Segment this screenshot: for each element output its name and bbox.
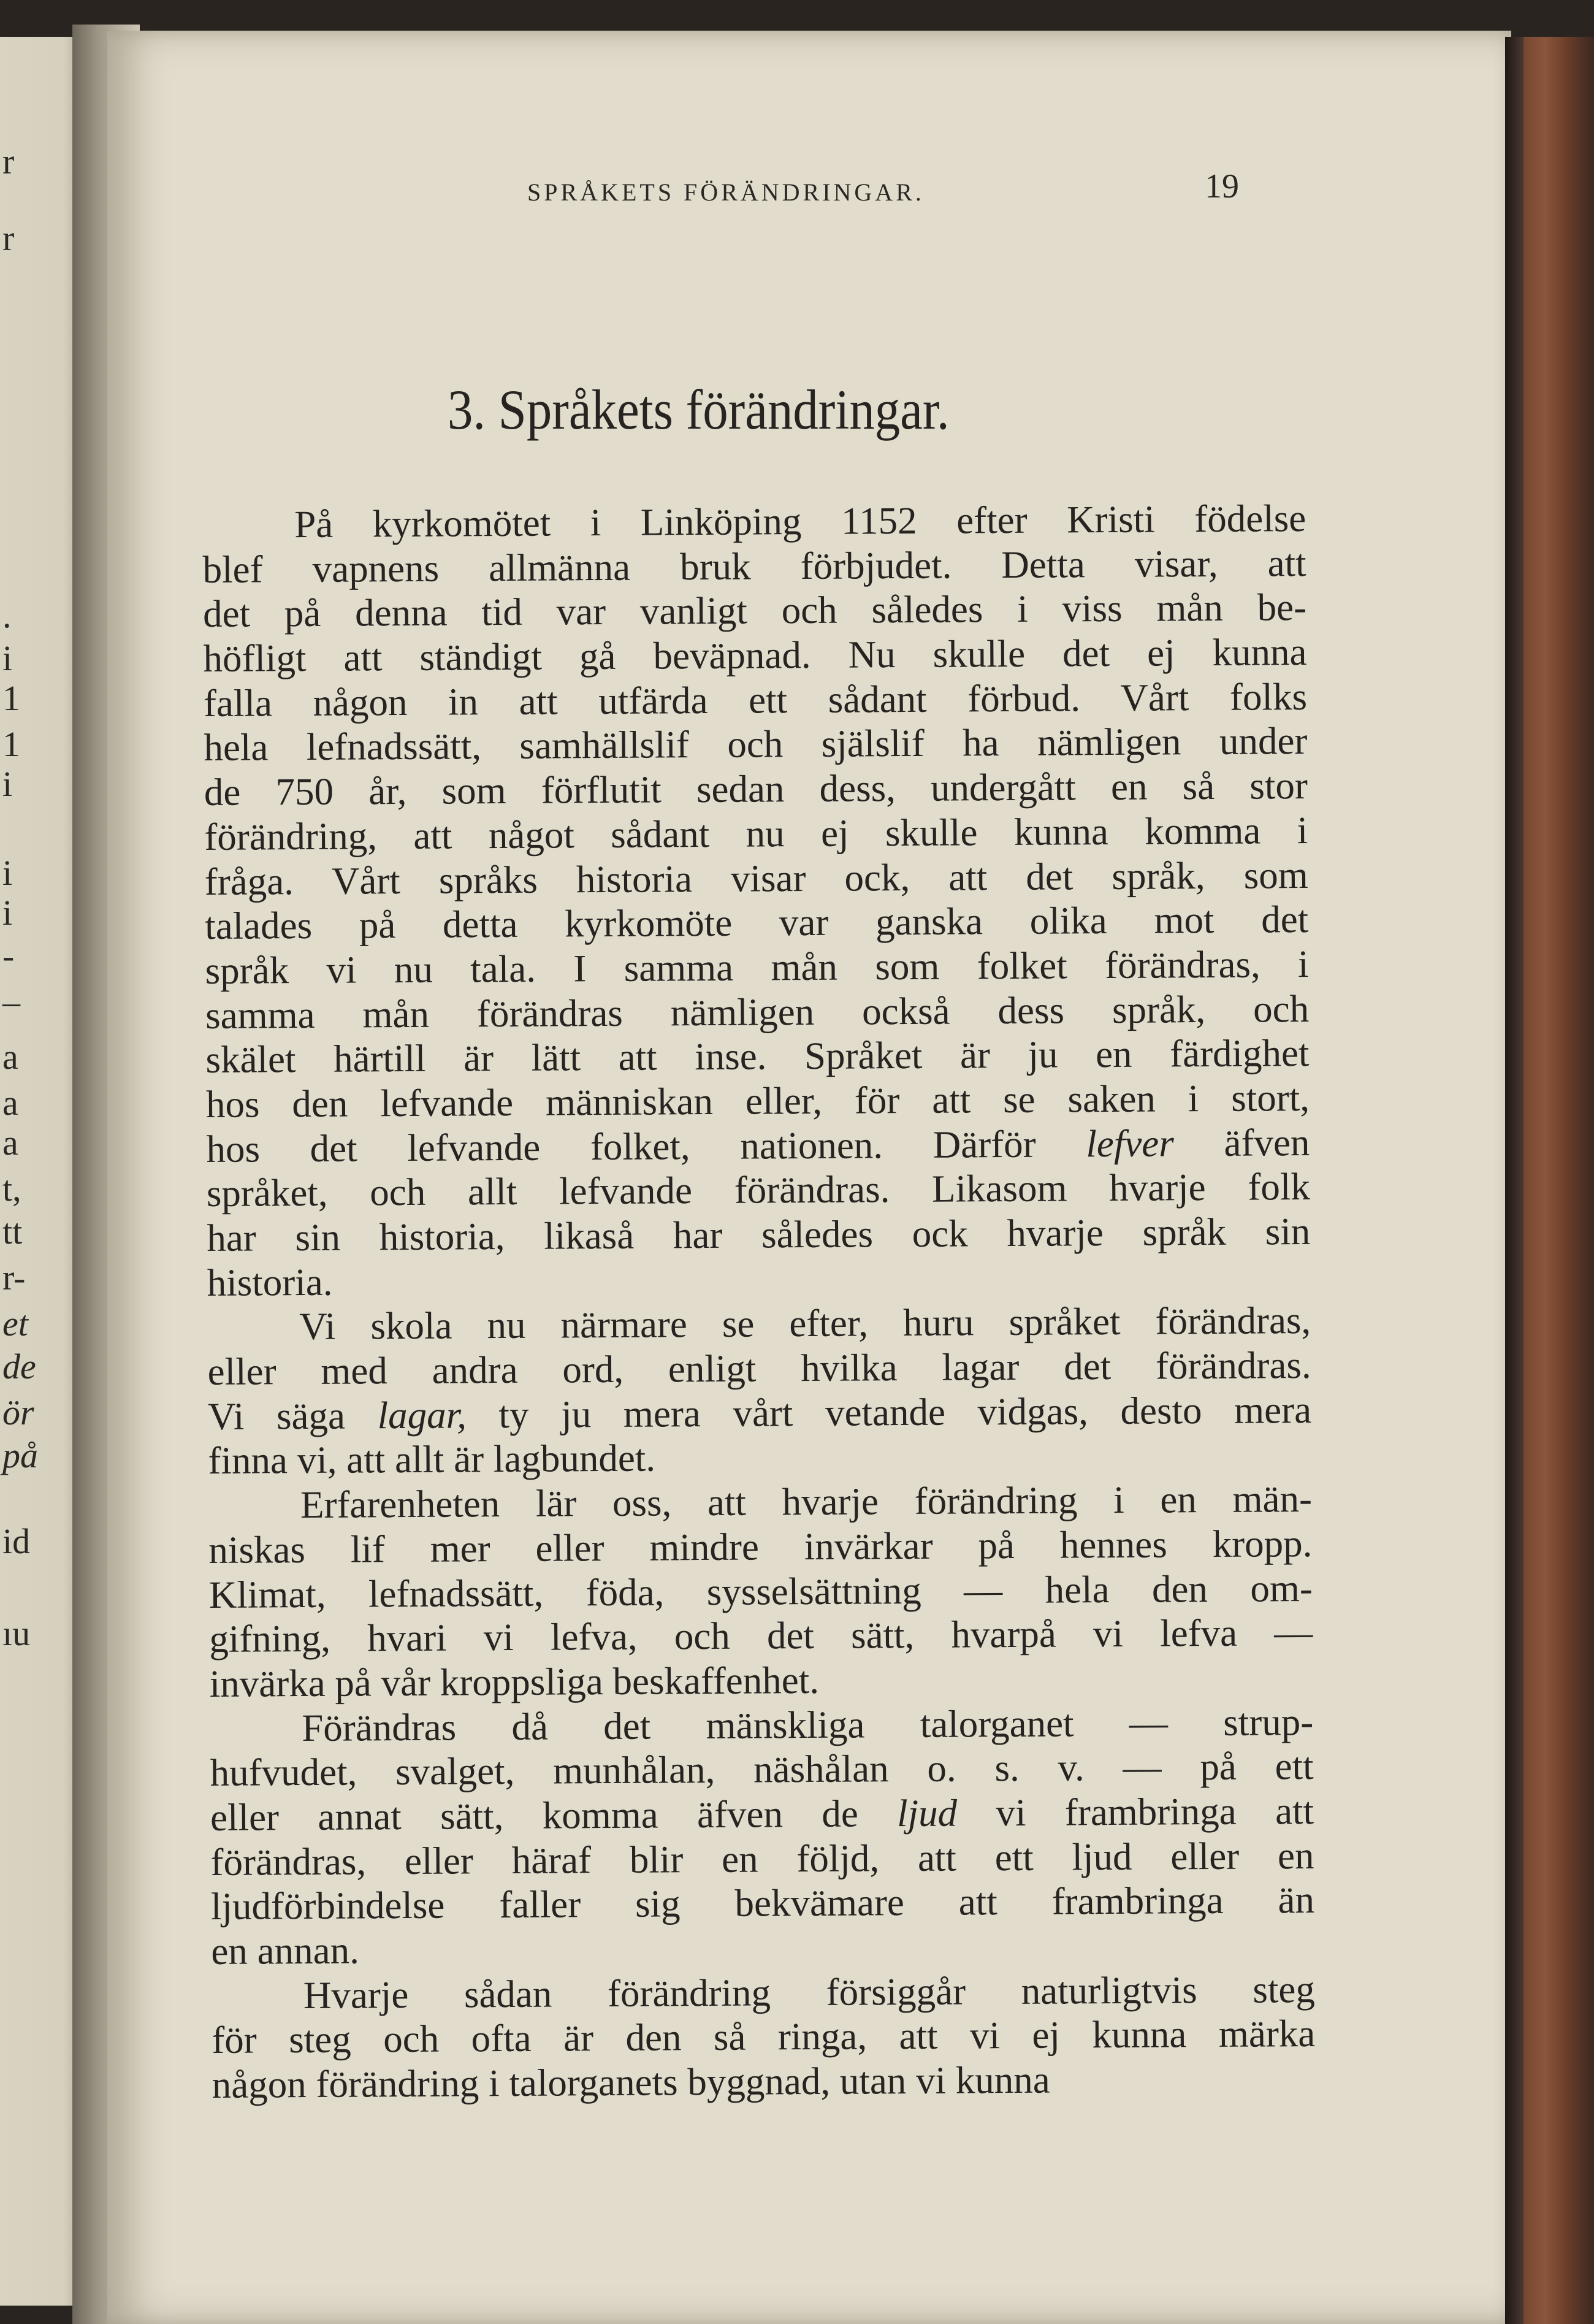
text-line: höfligt att ständigt gå beväpnad. Nu skulle det ej kunna bbox=[203, 630, 1307, 681]
text-run: eller annat sätt, komma äfven de bbox=[210, 1792, 898, 1839]
margin-fragment: ör bbox=[2, 1393, 34, 1432]
text-line: för steg och ofta är den så ringa, att vi ej kunna märka bbox=[212, 2012, 1316, 2062]
text-line: finna vi, att allt är lagbundet. bbox=[208, 1436, 656, 1483]
margin-fragment: et bbox=[2, 1304, 28, 1344]
margin-fragment: i bbox=[2, 638, 13, 678]
margin-fragment: de bbox=[2, 1347, 36, 1386]
text-line: eller med andra ord, enligt hvilka lagar det förändras. bbox=[207, 1344, 1311, 1394]
text-run: Vi säga bbox=[207, 1394, 378, 1438]
text-line: blef vapnens allmänna bruk förbjudet. Detta visar, att bbox=[202, 541, 1306, 591]
text-line: en annan. bbox=[211, 1928, 360, 1973]
text-line bbox=[206, 1120, 1310, 1172]
text-line: historia. bbox=[207, 1260, 333, 1304]
text-line: På kyrkomötet i Linköping 1152 efter Kristi födelse bbox=[294, 497, 1306, 546]
text-line: hufvudet, svalget, munhålan, näshålan o. s. v. — på ett bbox=[210, 1745, 1314, 1795]
text-line: fråga. Vårt språks historia visar ock, att det språk, som bbox=[204, 853, 1308, 903]
text-line: Hvarje sådan förändring försiggår naturligtvis steg bbox=[303, 1967, 1316, 2017]
margin-fragment: i bbox=[2, 764, 13, 804]
emphasis: lagar, bbox=[377, 1393, 467, 1437]
text-line: falla någon in att utfärda ett sådant förbud. Vårt folks bbox=[203, 675, 1308, 725]
text-line: Vi skola nu närmare se efter, huru språket förändras, bbox=[299, 1299, 1311, 1348]
margin-fragment: r bbox=[2, 218, 15, 258]
text-line: ljudförbindelse faller sig bekvämare att frambringa än bbox=[210, 1878, 1315, 1928]
text-line: förändras, eller häraf blir en följd, att ett ljud eller en bbox=[210, 1833, 1314, 1884]
text-line: språket, och allt lefvande förändras. Likasom hvarje folk bbox=[206, 1165, 1311, 1215]
text-line bbox=[210, 1789, 1314, 1840]
text-line: Erfarenheten lär oss, att hvarje förändring i en män- bbox=[300, 1477, 1313, 1527]
text-line: det på denna tid var vanligt och således i viss mån be- bbox=[202, 586, 1307, 636]
page-number: 19 bbox=[1205, 167, 1239, 205]
margin-fragment: i bbox=[2, 853, 13, 893]
margin-fragment: a bbox=[2, 1083, 18, 1123]
text-run: äfven bbox=[1173, 1120, 1310, 1164]
text-line: Klimat, lefnadssätt, föda, sysselsättning — hela den om- bbox=[208, 1566, 1313, 1616]
margin-fragment: 1 bbox=[2, 724, 20, 764]
book-spine-edge bbox=[1505, 37, 1523, 2324]
text-line: har sin historia, likaså har således ock hvarje språk sin bbox=[207, 1209, 1311, 1259]
text-line: samma mån förändras nämligen också dess språk, och bbox=[205, 987, 1310, 1037]
body-text bbox=[202, 496, 1316, 2108]
margin-fragment: id bbox=[2, 1521, 31, 1561]
text-line: Förändras då det mänskliga talorganet — strup- bbox=[301, 1700, 1314, 1749]
margin-fragment: . bbox=[2, 595, 12, 635]
text-line: någon förändring i talorganets byggnad, utan vi kunna bbox=[212, 2058, 1050, 2107]
text-line: språk vi nu tala. I samma mån som folket förändras, i bbox=[205, 942, 1309, 992]
margin-fragment: – bbox=[2, 982, 20, 1022]
text-run: hos det lefvande folket, nationen. Därför bbox=[206, 1122, 1086, 1171]
margin-fragment: ıu bbox=[2, 1613, 31, 1653]
margin-fragment: r bbox=[2, 142, 15, 182]
text-run: ty ju mera vårt vetande vidgas, desto mera bbox=[466, 1388, 1312, 1437]
text-line: niskas lif mer eller mindre invärkar på hennes kropp. bbox=[208, 1521, 1313, 1572]
margin-fragment: - bbox=[2, 936, 15, 976]
text-line: hela lefnadssätt, samhällslif och själslif ha nämligen under bbox=[204, 719, 1308, 770]
previous-page-edge bbox=[0, 37, 80, 2306]
text-line: förändring, att något sådant nu ej skulle kunna komma i bbox=[204, 808, 1308, 858]
page-header bbox=[202, 167, 1318, 210]
margin-fragment: a bbox=[2, 1037, 18, 1077]
text-line: de 750 år, som förflutit sedan dess, undergått en så stor bbox=[204, 764, 1308, 814]
previous-page-fragments bbox=[0, 37, 74, 2306]
text-line: talades på detta kyrkomöte var ganska olika mot det bbox=[205, 898, 1309, 948]
text-line: hos den lefvande människan eller, för att se saken i stort, bbox=[205, 1076, 1310, 1126]
margin-fragment: på bbox=[2, 1435, 38, 1475]
margin-fragment: tt bbox=[2, 1212, 23, 1252]
text-line: invärka på vår kroppsliga beskaffenhet. bbox=[209, 1658, 820, 1705]
margin-fragment: r- bbox=[2, 1258, 26, 1298]
emphasis: lefver bbox=[1086, 1121, 1174, 1165]
emphasis: ljud bbox=[896, 1791, 958, 1835]
running-head: SPRÅKETS FÖRÄNDRINGAR. bbox=[527, 178, 925, 206]
margin-fragment: a bbox=[2, 1123, 18, 1163]
margin-fragment: i bbox=[2, 893, 13, 933]
text-line: skälet härtill är lätt att inse. Språket är ju en färdighet bbox=[205, 1031, 1310, 1082]
text-line: gifning, hvari vi lefva, och det sätt, hvarpå vi lefva — bbox=[209, 1611, 1313, 1661]
text-line bbox=[208, 1388, 1311, 1439]
text-run: vi frambringa att bbox=[956, 1789, 1314, 1835]
section-title: 3. Språkets förändringar. bbox=[448, 378, 950, 441]
margin-fragment: 1 bbox=[2, 678, 20, 718]
margin-fragment: t, bbox=[2, 1169, 21, 1209]
